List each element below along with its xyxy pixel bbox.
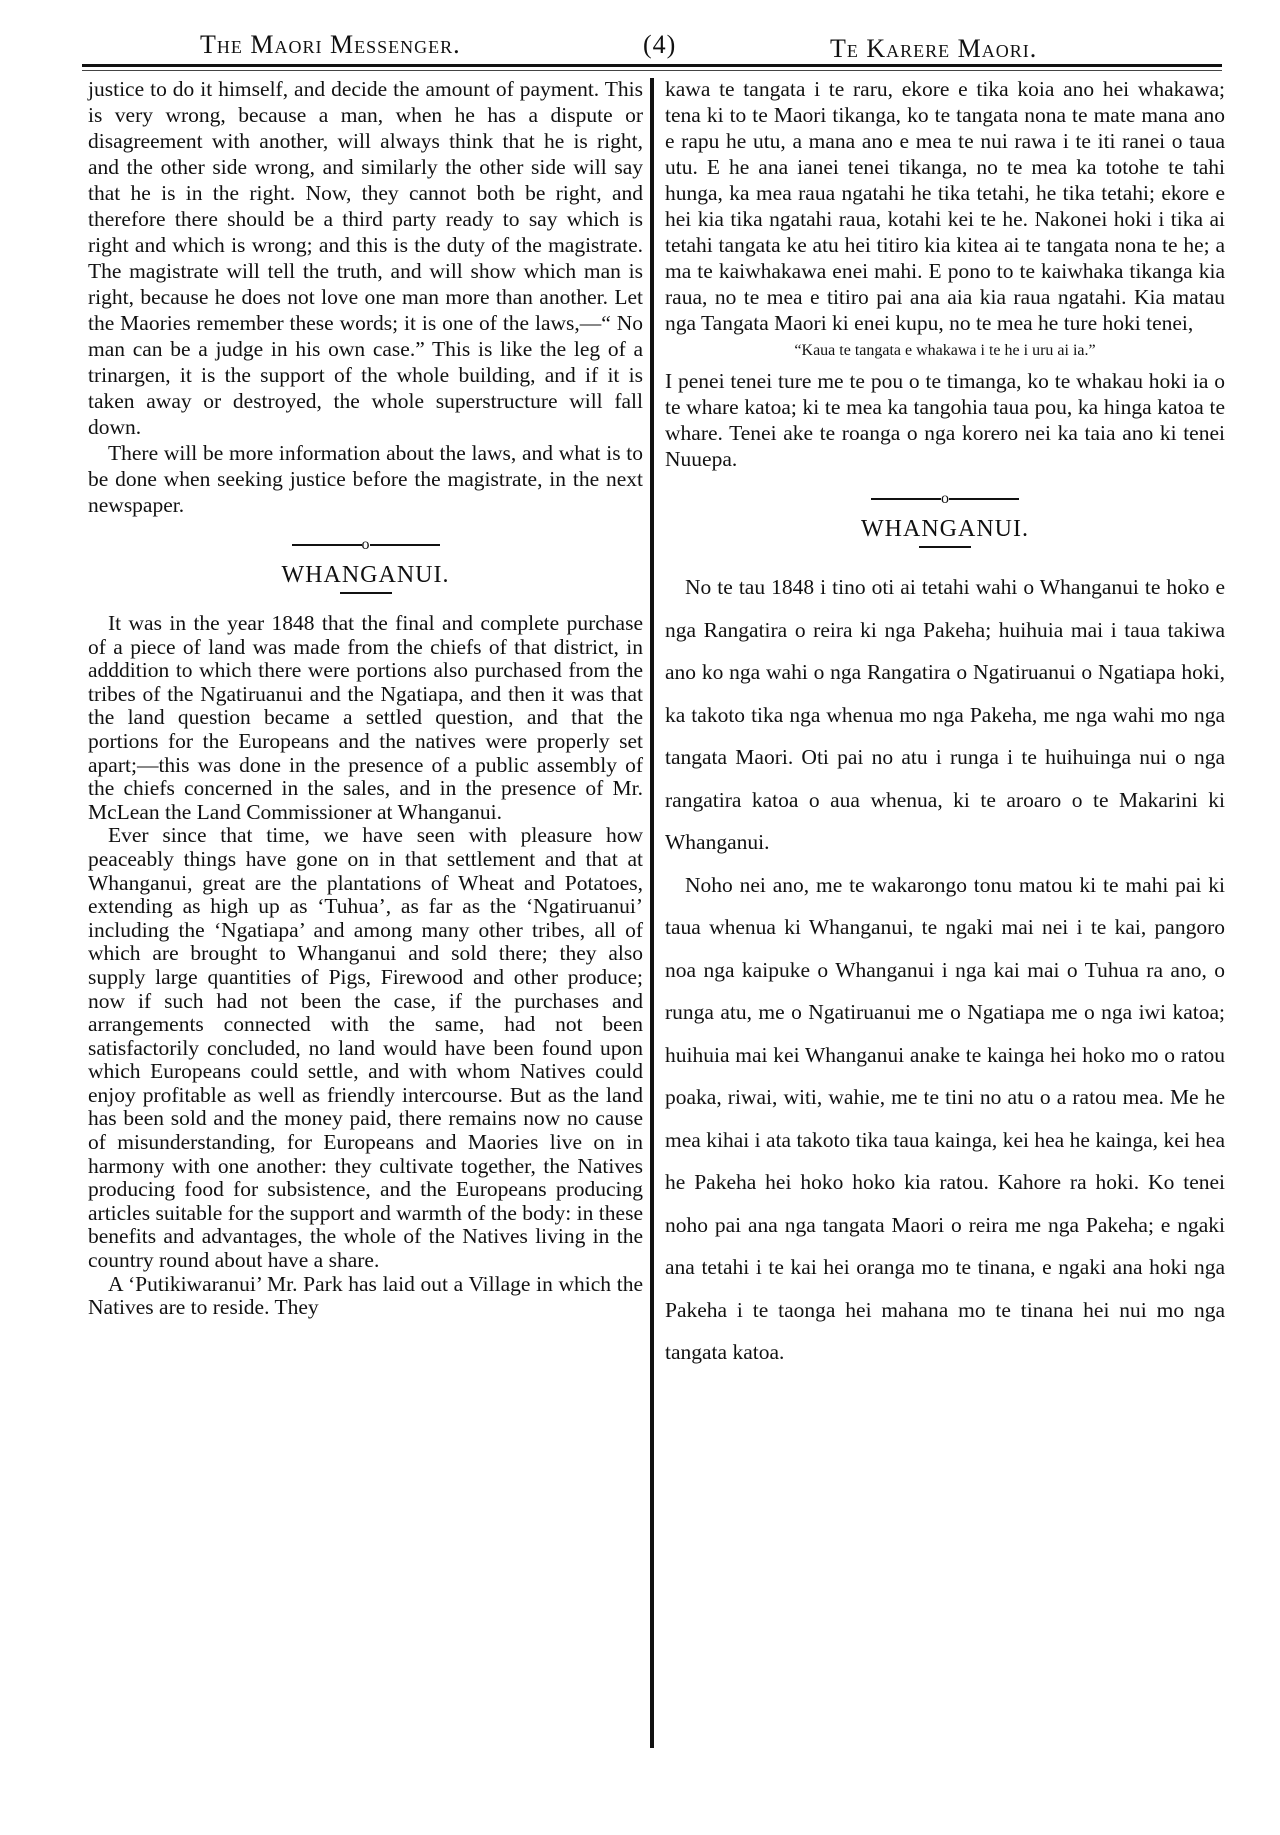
section-ornament-maori: o xyxy=(665,486,1225,512)
english-paragraph-village: A ‘Putikiwaranui’ Mr. Park has laid out a Village in which the Natives are to reside. They xyxy=(88,1271,643,1320)
section-heading: WHANGANUI. xyxy=(281,562,450,588)
maori-column xyxy=(665,76,1225,1374)
maori-quote: “Kaua te tangata e whakawa i te he i uru ai ia.” xyxy=(794,342,1096,359)
english-paragraph-settlement: Ever since that time, we have seen with pleasure how peaceably things have gone on in that settlement and that at Whanganui, great are the plantations of Wheat and Potatoes, extending as high up as ‘Tuhua’, as far as the ‘Ngatiruanui’ including the ‘Ngatiapa’ and among many other tribes, all of which are brought to Whanganui and sold there; they also supply large quantities of Pigs, Firewood and other produce; now if such had not been the case, if the purchases and arrangements connected with the same, had not been satisfactorily concluded, no land would have been found upon which Europeans could settle, and with whom Natives could enjoy profitable as well as friendly intercourse. But as the land has been sold and the money paid, there remains now no cause of misunderstanding, for Europeans and Maories live on in harmony with one another: they cultivate together, the Natives producing food for subsistence, and the Europeans producing articles suitable for the support and warmth of the body: in these benefits and advantages, the whole of the Natives living in the country round about have a share. xyxy=(88,823,643,1273)
heading-underline xyxy=(340,592,392,594)
header-title-english: The Maori Messenger. xyxy=(200,30,461,59)
english-paragraph-more-info: There will be more information about the laws, and what is to be done when seeking justice before the magistrate, in the next newspaper. xyxy=(88,441,643,517)
section-ornament: o xyxy=(88,532,643,558)
heading-underline-maori xyxy=(919,546,971,548)
page-header xyxy=(70,24,1220,64)
header-title-maori: Te Karere Maori. xyxy=(830,34,1038,63)
header-rule-thin xyxy=(82,70,1222,71)
column-divider xyxy=(650,78,654,1748)
section-heading-maori: WHANGANUI. xyxy=(861,516,1029,542)
page-number: (4) xyxy=(643,30,677,59)
maori-paragraph-pou: I penei tenei ture me te pou o te timanga, ko te whakau hoki ia o te whare katoa; ki te mea ka tangohia taua pou, ka hinga katoa te whare. Tenei ake te roanga o nga korero nei ka taia ano ki tenei Nuuepa. xyxy=(665,369,1225,471)
maori-paragraph-justice: kawa te tangata i te raru, ekore e tika koia ano hei whakawa; tena ki to te Maori tikanga, ko te tangata nona te mate mana ano e rapu he utu, a mana ano e mea te nui rawa i te iti ranei o taua utu. E he ana ianei tenei tikanga, no te mea ka totohe te tahi hunga, ka mea raua ngatahi he tika tetahi, he tika tetahi; ekore e hei kia tika ngatahi raua, kotahi kei te he. Nakonei hoki i tika ai tetahi tangata ke atu hei titiro kia kitea ai te tangata nona te he; a ma te kaiwhakawa enei mahi. E pono to te kaiwhaka tikanga kia raua, no te mea e titiro pai ana aia kia raua ngatahi. Kia matau nga Tangata Maori ki enei kupu, no te mea he ture hoki tenei, xyxy=(665,77,1225,335)
english-paragraph-justice: justice to do it himself, and decide the amount of payment. This is very wrong, because a man, when he has a dispute or disagreement with another, will always think that he is right, and the other side wrong, and similarly the other side will say that he is in the right. Now, they cannot both be right, and therefore there should be a third party ready to say which is right and which is wrong; and this is the duty of the magistrate. The magistrate will tell the truth, and will show which man is right, because he does not love one man more than another. Let the Maories remember these words; it is one of the laws,—“ No man can be a judge in his own case.” This is like the leg of a trinargen, it is the support of the whole building, and if it is taken away or destroyed, the whole superstructure will fall down. xyxy=(88,77,643,439)
header-rule xyxy=(82,64,1222,67)
maori-paragraph-noho: Noho nei ano, me te wakarongo tonu matou ki te mahi pai ki taua whenua ki Whanganui, te ngaki mai nei i te kai, pangoro noa nga kaipuke o Whanganui i nga kai mai o Tuhua ra ano, o runga atu, me o Ngatiruanui me o Ngatiapa me o nga iwi katoa; huihuia mai kei Whanganui anake te kainga hei hoko mo o ratou poaka, riwai, witi, wahie, me te tini no atu o a ratou mea. Me he mea kihai i ata takoto tika taua kainga, kei hea he kainga, kei hea he Pakeha hei hoko hoko kia ratou. Kahore ra hoki. Ko tenei noho pai ana nga tangata Maori o reira me nga Pakeha; e ngaki ana tetahi i te kai hei oranga mo te tinana, e ngaki ana hoki nga Pakeha i te taonga hei mahana mo te tinana hei nui mo nga tangata katoa. xyxy=(665,872,1225,1364)
english-paragraph-1848: It was in the year 1848 that the final and complete purchase of a piece of land was made from the chiefs of that district, in adddition to which there were portions also purchased from the tribes of the Ngatiruanui and the Ngatiapa, and then it was that the land question became a settled question, and that the portions for the Europeans and the natives were properly set apart;—this was done in the presence of a public assembly of the chiefs concerned in the sales, and in the presence of Mr. McLean the Land Commissioner at Whanganui. xyxy=(88,611,643,824)
maori-paragraph-1848: No te tau 1848 i tino oti ai tetahi wahi o Whanganui te hoko e nga Rangatira o reira ki nga Pakeha; huihuia mai i taua takiwa ano ko nga wahi o nga Rangatira o Ngatiruanui o Ngatiapa hoki, ka takoto tika nga whenua mo nga Pakeha, me nga wahi mo nga tangata Maori. Oti pai no atu i runga i te huihuinga nui o nga rangatira katoa o aua whenua, ki te aroaro o te Makarini ki Whanganui. xyxy=(665,575,1225,854)
english-column xyxy=(88,76,643,1320)
